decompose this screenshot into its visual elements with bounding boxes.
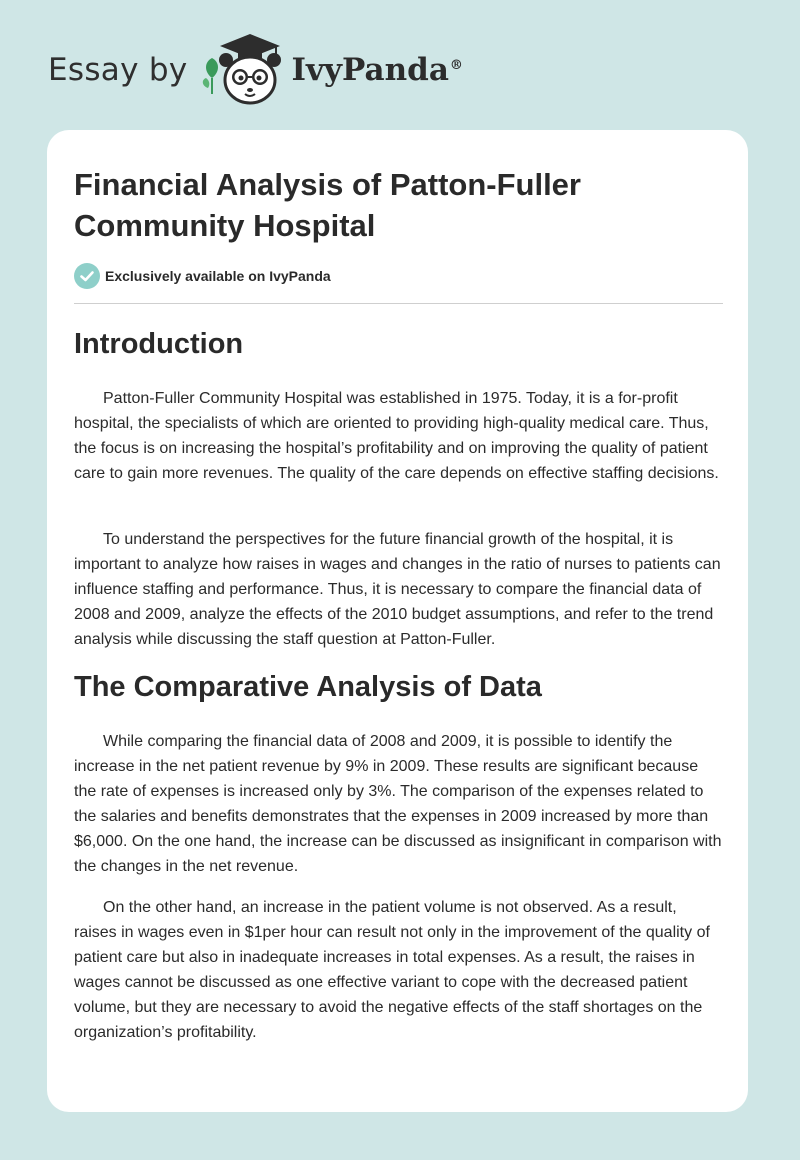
section-heading-comparative-analysis: The Comparative Analysis of Data bbox=[74, 671, 542, 703]
paragraph: While comparing the financial data of 2008 and 2009, it is possible to identify the increase in the net patient revenue by 9% in 2009. These results are significant because the rate of expenses is increased only by 3%. The comparison of the expenses related to the salaries and benefits demonstrates that the expenses in 2009 increased by more than $6,000. On the one hand, the increase can be discussed as insignificant in comparison with the changes in the net revenue. bbox=[74, 733, 722, 875]
section-heading-introduction: Introduction bbox=[74, 328, 244, 360]
paragraph: Patton-Fuller Community Hospital was established in 1975. Today, it is a for-profit hospital, the specialists of which are oriented to providing high-quality medical care. Thus, the focus is on increasing the hospital’s profitability and on improving the quality of patient care to gain more revenues. The quality of the care depends on effective staffing decisions. bbox=[74, 390, 719, 482]
registered-mark: ® bbox=[449, 57, 463, 73]
paragraph: To understand the perspectives for the future financial growth of the hospital, it is important to analyze how raises in wages and changes in the ratio of nurses to patients can influence staffing and performance. Thus, it is necessary to compare the financial data of 2008 and 2009, analyze the effects of the 2010 budget assumptions, and refer to the trend analysis while discussing the staff question at Patton-Fuller. bbox=[74, 531, 721, 648]
site-brand[interactable] bbox=[48, 30, 463, 110]
article-card bbox=[47, 130, 748, 1112]
title-divider bbox=[74, 303, 723, 304]
panda-logo-icon bbox=[198, 32, 290, 108]
article-title: Financial Analysis of Patton-Fuller Community Hospital bbox=[74, 167, 581, 243]
exclusive-badge bbox=[74, 263, 331, 289]
brand-name: IvyPanda® bbox=[291, 52, 463, 88]
paragraph: On the other hand, an increase in the patient volume is not observed. As a result, raises in wages even in $1per hour can result not only in the improvement of the quality of patient care but also in inadequate increases in total expenses. As a result, the raises in wages cannot be discussed as one effective variant to cope with the decreased patient volume, but they are necessary to avoid the negative effects of the staff shortages on the organization’s profitability. bbox=[74, 899, 710, 1041]
brand-prefix: Essay by bbox=[48, 52, 188, 88]
check-circle-icon bbox=[74, 263, 100, 289]
badge-label: Exclusively available on IvyPanda bbox=[105, 268, 331, 284]
